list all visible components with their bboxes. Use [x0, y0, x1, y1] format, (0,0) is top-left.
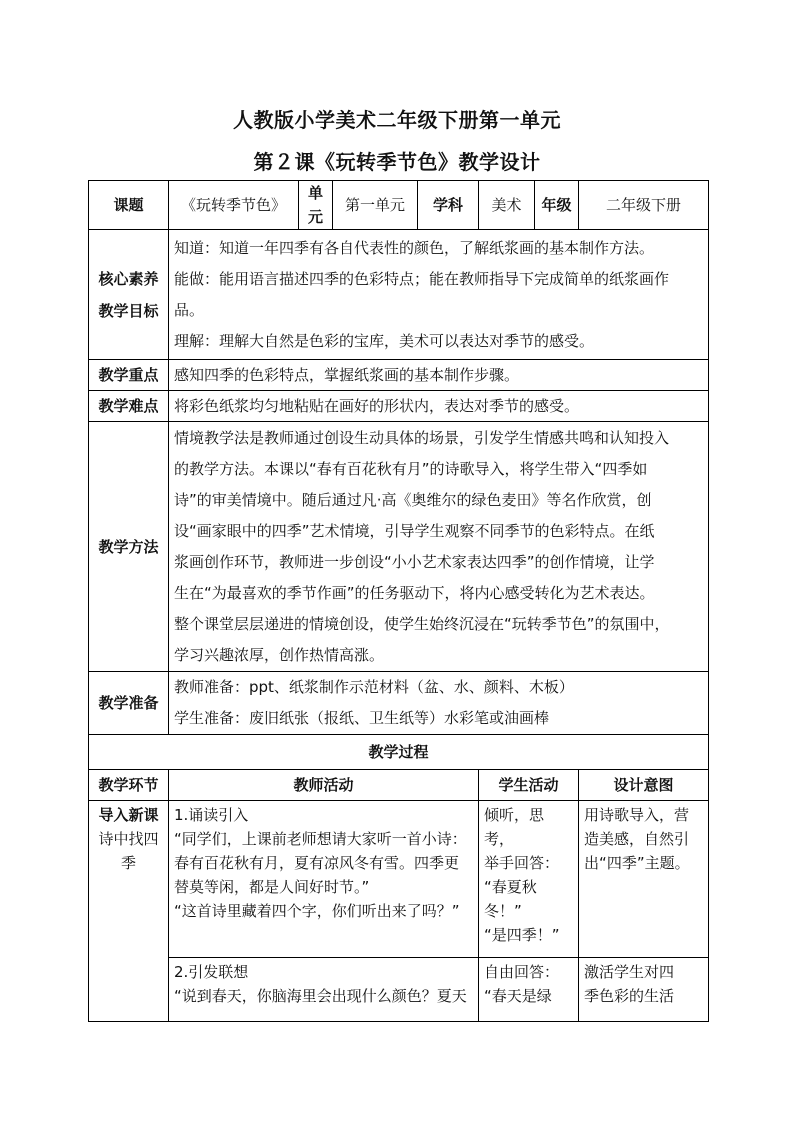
method-content: [169, 422, 709, 672]
goal-do-line1: 能做：能用语言描述四季的色彩特点；能在教师指导下完成简单的纸浆画作: [174, 269, 670, 288]
process-row-association: [89, 958, 709, 1022]
process-title: 教学过程: [89, 735, 709, 770]
difficulty-row: [89, 391, 709, 422]
unit-value: 第一单元: [333, 181, 418, 230]
key-point-label: 教学重点: [89, 360, 169, 391]
method-line: 浆画创作环节，教师进一步创设“小小艺术家表达四季”的创作情境，让学: [174, 552, 655, 571]
goal-do-line2: 品。: [174, 300, 205, 319]
subject-label: 学科: [418, 181, 479, 230]
stage-line: 季: [120, 854, 136, 872]
method-label: 教学方法: [89, 422, 169, 672]
lesson-title: 第２课《玩转季节色》教学设计: [253, 150, 541, 174]
goals-row: [89, 230, 709, 360]
grade-label: 年级: [535, 181, 579, 230]
goal-know: 知道：知道一年四季有各自代表性的颜色，了解纸浆画的基本制作方法。: [174, 238, 655, 257]
teacher-activity-1: 1.诵读引入 “同学们，上课前老师想请大家听一首小诗： 春有百花秋有月，夏有凉风冬有雪。四季更 替莫等闲，都是人间好时节。” “这首诗里藏着四个字，你们听出来了吗？”: [169, 801, 479, 958]
teacher-activity-2: 2.引发联想 “说到春天，你脑海里会出现什么颜色？夏天: [169, 958, 479, 1022]
header-teacher: 教师活动: [169, 770, 479, 801]
goals-content: [169, 230, 709, 360]
grade-value: 二年级下册: [579, 181, 709, 230]
method-line: 学习兴趣浓厚，创作热情高涨。: [174, 645, 385, 664]
prep-student: 学生准备：废旧纸张（报纸、卫生纸等）水彩笔或油画棒: [174, 709, 550, 727]
method-line: 情境教学法是教师通过创设生动具体的场景，引发学生情感共鸣和认知投入: [174, 428, 670, 447]
method-line: 诗”的审美情境中。随后通过凡·高《奥维尔的绿色麦田》等名作欣赏，创: [174, 490, 652, 509]
difficulty-text: 将彩色纸浆均匀地粘贴在画好的形状内，表达对季节的感受。: [169, 391, 709, 422]
key-point-text: 感知四季的色彩特点，掌握纸浆画的基本制作步骤。: [169, 360, 709, 391]
header-intent: 设计意图: [579, 770, 709, 801]
difficulty-label: 教学难点: [89, 391, 169, 422]
topic-label: 课题: [89, 181, 169, 230]
header-student: 学生活动: [479, 770, 579, 801]
unit-label: 单元: [299, 181, 333, 230]
design-intent-2: 激活学生对四 季色彩的生活: [579, 958, 709, 1022]
process-title-row: [89, 735, 709, 770]
subject-value: 美术: [479, 181, 535, 230]
student-activity-1: 倾听，思考， 举手回答： “春夏秋冬！” “是四季！”: [479, 801, 579, 958]
method-row: [89, 422, 709, 672]
method-line: 的教学方法。本课以“春有百花秋有月”的诗歌导入，将学生带入“四季如: [174, 459, 648, 478]
method-line: 整个课堂层层递进的情境创设，使学生始终沉浸在“玩转季节色”的氛围中，: [174, 614, 670, 633]
stage-line: 诗中找四: [98, 830, 159, 848]
prep-teacher: 教师准备：ppt、纸浆制作示范材料（盆、水、颜料、木板）: [174, 678, 574, 696]
prep-row: [89, 672, 709, 735]
method-line: 设“画家眼中的四季”艺术情境，引导学生观察不同季节的色彩特点。在纸: [174, 521, 655, 540]
topic-value: 《玩转季节色》: [169, 181, 299, 230]
process-row-intro: [89, 801, 709, 958]
header-stage: 教学环节: [89, 770, 169, 801]
prep-label: 教学准备: [89, 672, 169, 735]
student-activity-2: 自由回答： “春天是绿: [479, 958, 579, 1022]
stage-title: 导入新课: [98, 806, 159, 824]
method-line: 生在“为最喜欢的季节作画”的任务驱动下，将内心感受转化为艺术表达。: [174, 583, 655, 602]
prep-content: [169, 672, 709, 735]
info-row: [89, 181, 709, 230]
goal-understand: 理解：理解大自然是色彩的宝库，美术可以表达对季节的感受。: [174, 331, 595, 350]
key-point-row: [89, 360, 709, 391]
process-header-row: [89, 770, 709, 801]
goals-label: 核心素养 教学目标: [89, 230, 169, 360]
document-title: 人教版小学美术二年级下册第一单元: [233, 108, 561, 132]
design-intent-1: 用诗歌导入，营 造美感，自然引 出“四季”主题。: [579, 801, 709, 958]
stage-cell: [89, 801, 169, 1022]
lesson-plan-table: [88, 180, 709, 1022]
